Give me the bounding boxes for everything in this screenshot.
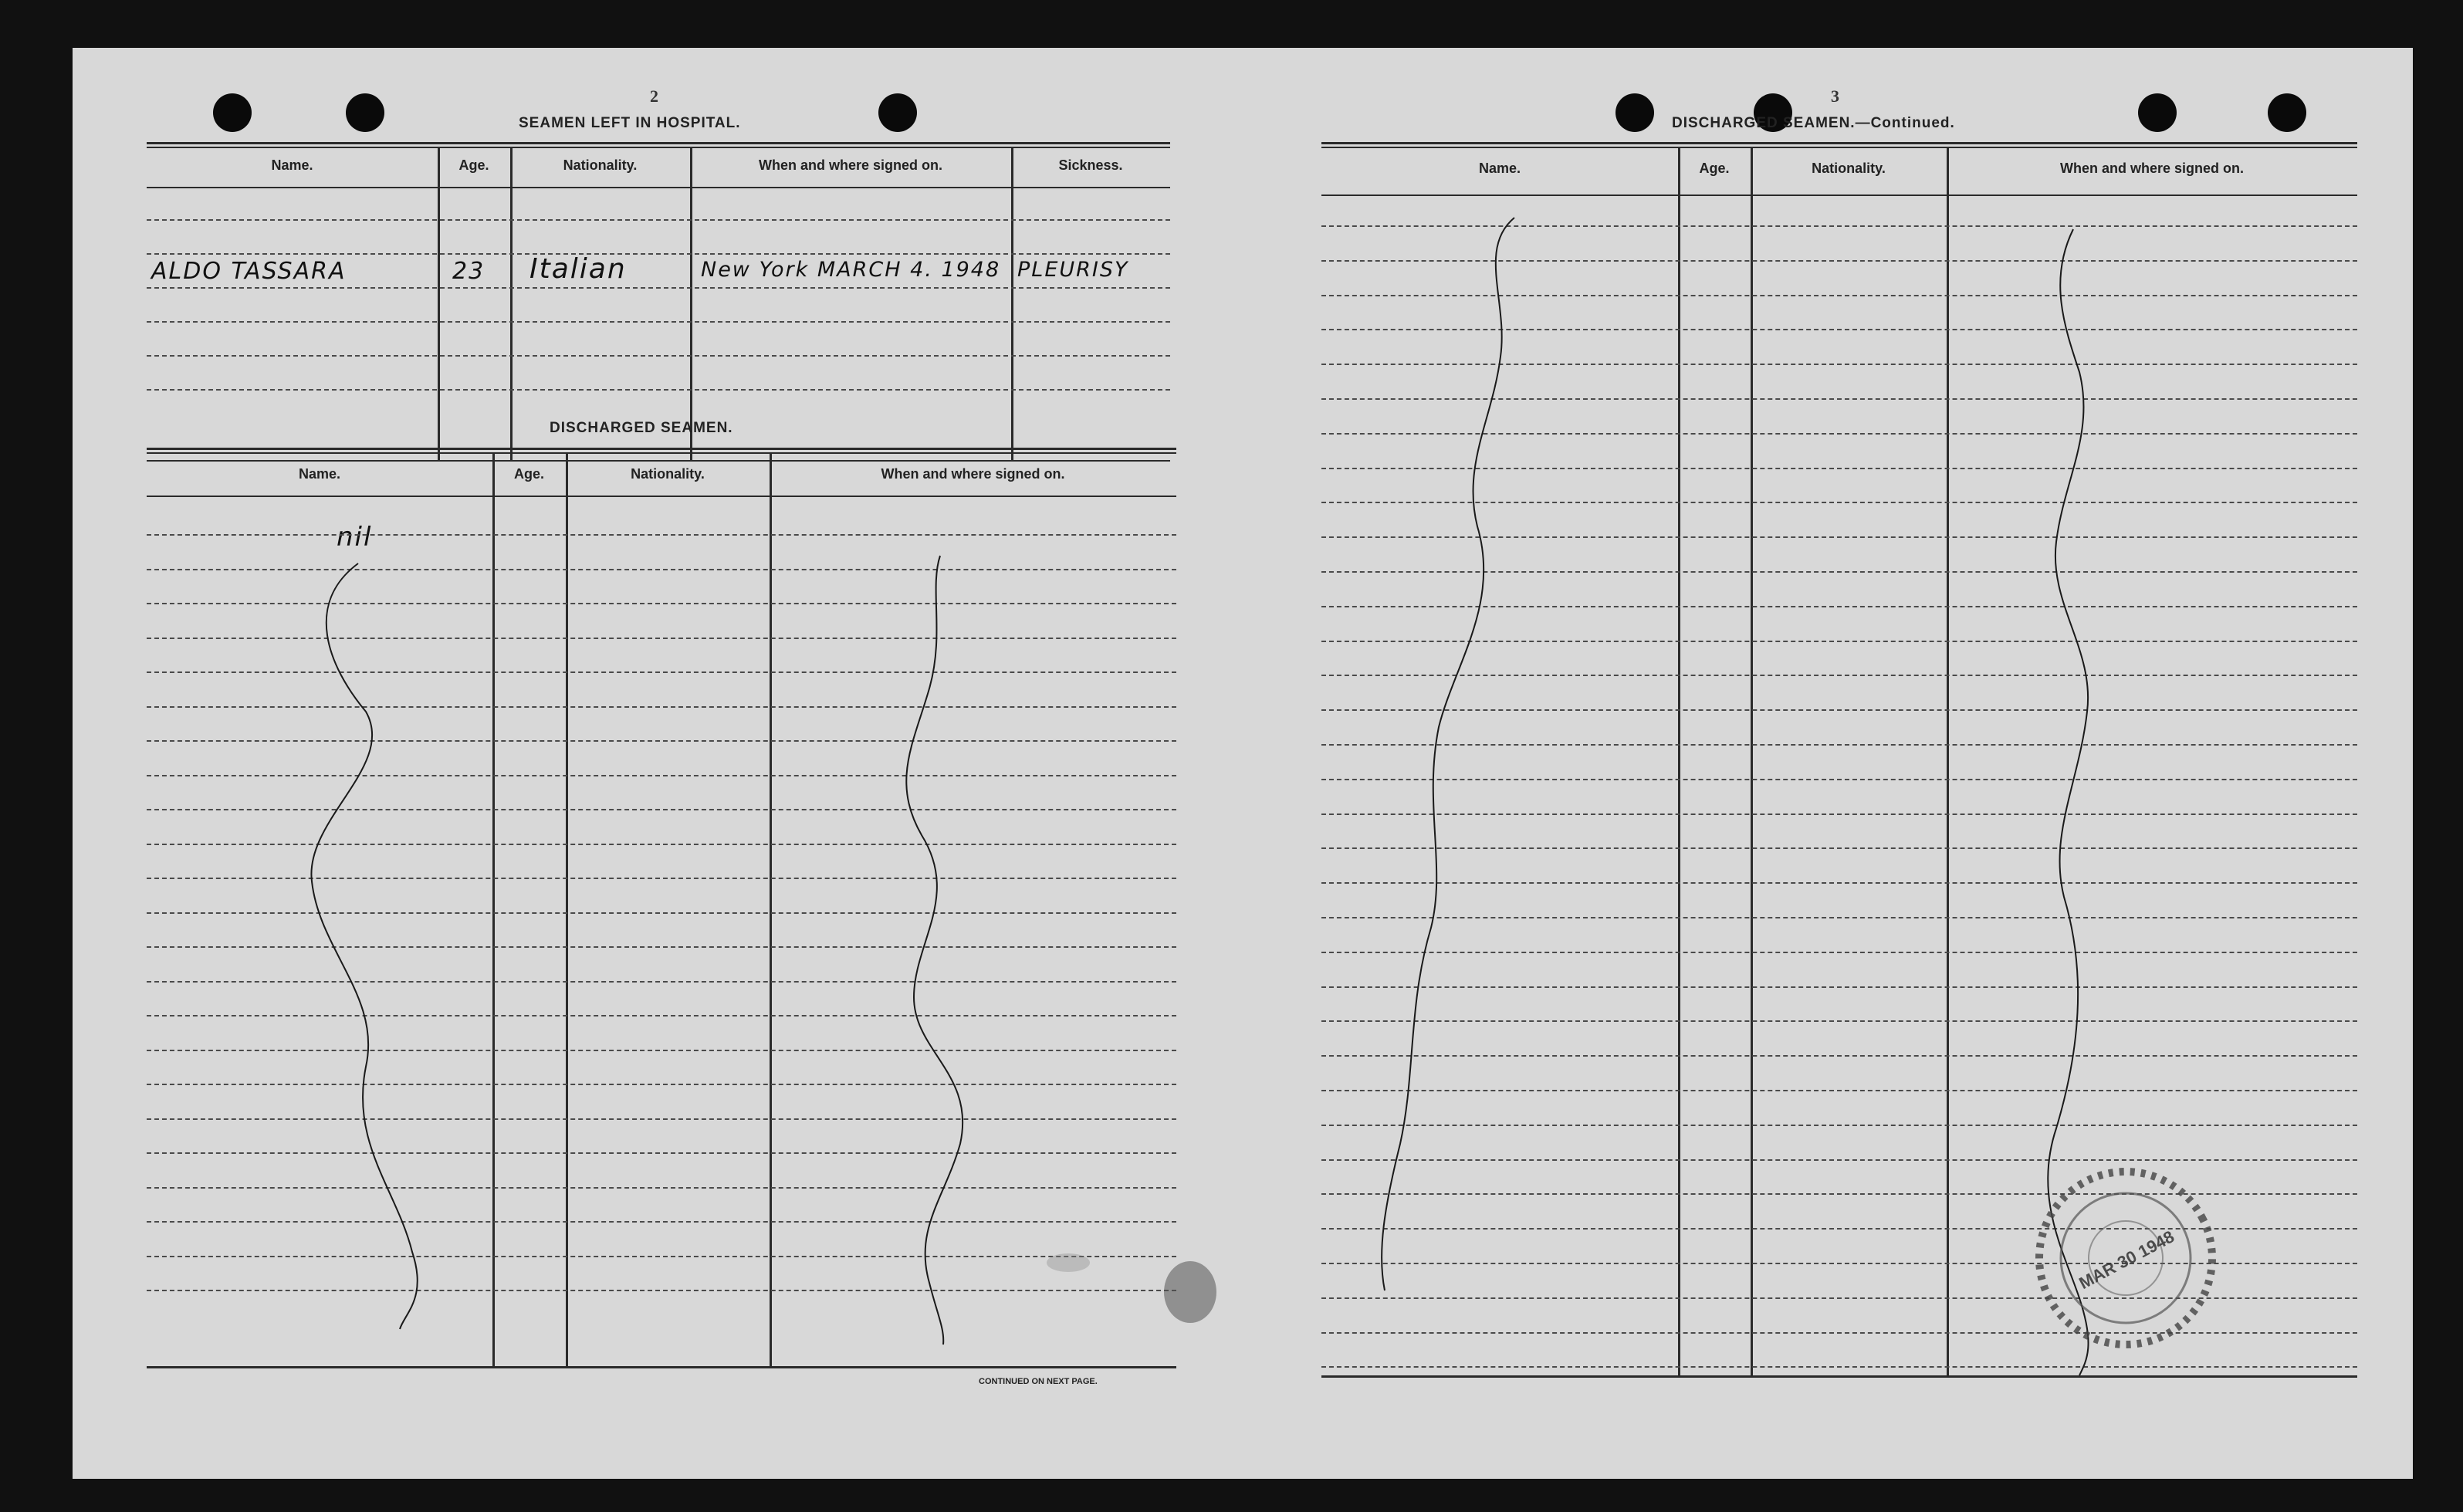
entry-signed-on: New York MARCH 4. 1948	[701, 258, 1001, 282]
page-number-right: 3	[1831, 86, 1839, 106]
squiggle-line	[311, 563, 417, 1329]
ink-smudge	[1164, 1261, 1216, 1323]
col-header-sickness: Sickness.	[1058, 157, 1123, 173]
entry-name: ALDO TASSARA	[151, 258, 347, 285]
entry-nationality: Italian	[529, 253, 627, 285]
immigration-stamp	[2009, 1142, 2243, 1375]
col-header-nationality: Nationality.	[1812, 161, 1886, 176]
page-number-left: 2	[650, 86, 658, 106]
entry-age: 23	[452, 258, 485, 285]
scanned-document	[73, 48, 2413, 1479]
col-header-age: Age.	[513, 466, 544, 482]
hospital-section-title: SEAMEN LEFT IN HOSPITAL.	[519, 115, 741, 131]
stamp-date: MAR 30 1948	[2076, 1226, 2177, 1294]
cancel-squiggle-marks	[73, 48, 2413, 1479]
ink-smudge	[1047, 1253, 1090, 1272]
col-header-name: Name.	[1478, 161, 1521, 176]
col-header-name: Name.	[298, 466, 341, 482]
discharged-section-title: DISCHARGED SEAMEN.	[550, 420, 733, 436]
continued-footer: CONTINUED ON NEXT PAGE.	[979, 1377, 1098, 1386]
col-header-age: Age.	[458, 157, 489, 173]
col-header-age: Age.	[1699, 161, 1730, 176]
col-header-signed-on: When and where signed on.	[881, 466, 1065, 482]
col-header-signed-on: When and where signed on.	[758, 157, 943, 173]
col-header-signed-on: When and where signed on.	[2059, 161, 2245, 176]
nil-note: nil	[337, 522, 373, 553]
squiggle-line	[906, 556, 963, 1345]
col-header-name: Name.	[271, 157, 313, 173]
squiggle-line	[1382, 218, 1514, 1290]
col-header-nationality: Nationality.	[631, 466, 705, 482]
discharged-continued-title: DISCHARGED SEAMEN.—Continued.	[1672, 115, 1955, 131]
entry-sickness: PLEURISY	[1017, 258, 1129, 282]
col-header-nationality: Nationality.	[563, 157, 638, 173]
